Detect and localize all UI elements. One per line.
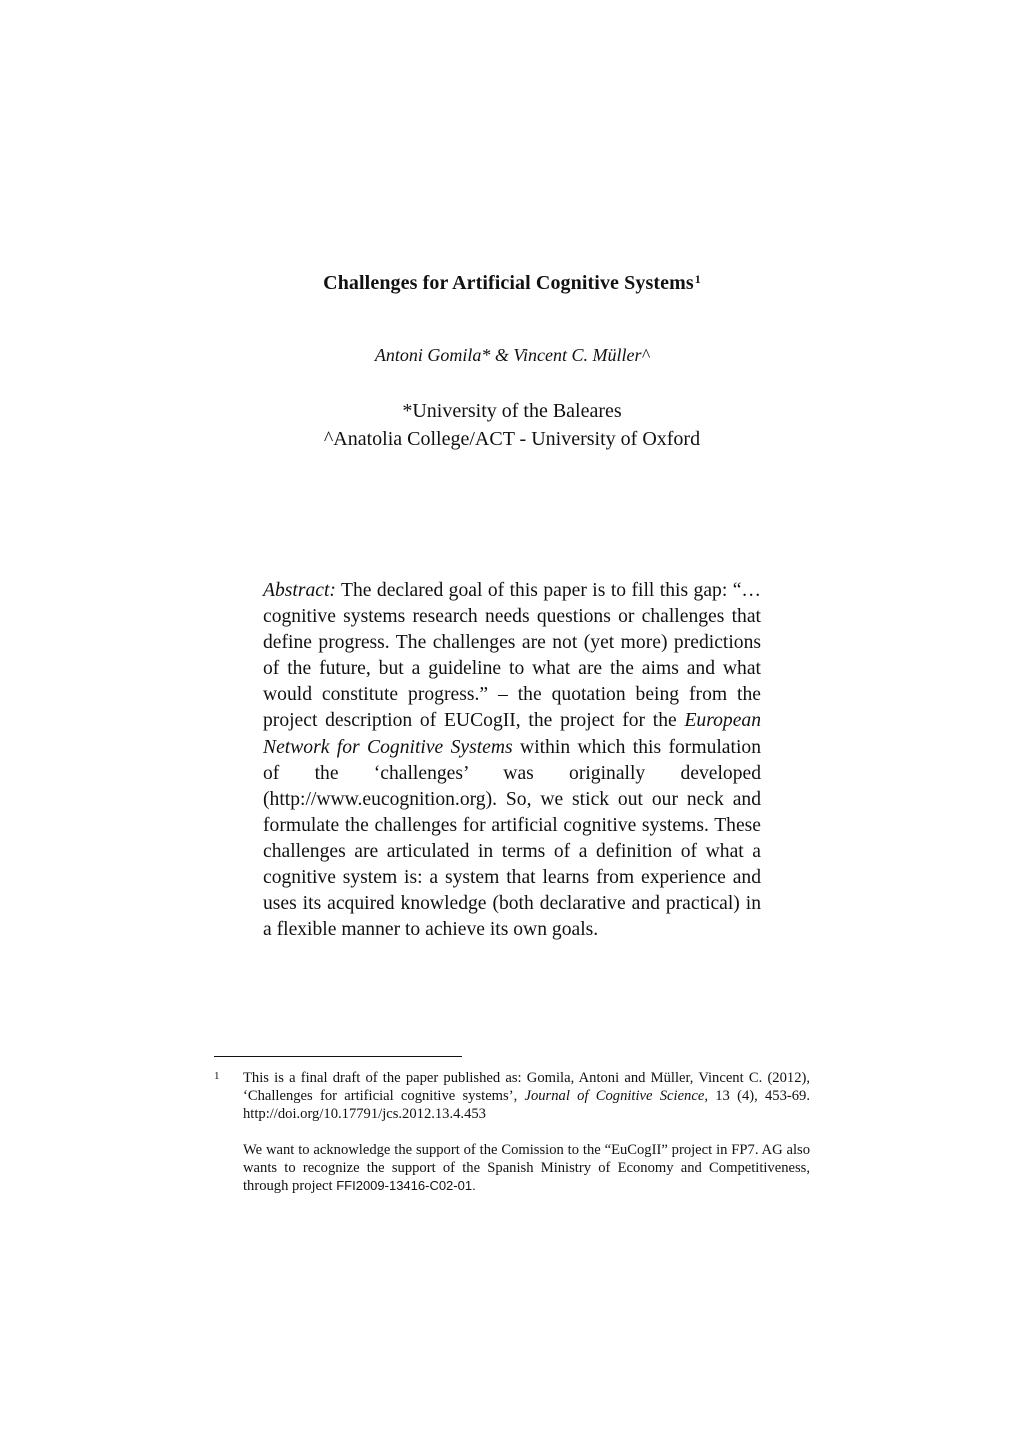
abstract-label: Abstract: [263, 580, 336, 601]
affiliation-anatolia-oxford: ^Anatolia College/ACT - University of Oxford [323, 428, 701, 450]
footnote-p2-text: We want to acknowledge the support of the Comission to the “EuCogII” project in FP7. AG also wants to recognize the support of the Spanish Ministry of Economy and Competitiveness, through project [243, 1142, 810, 1194]
footnote-acknowledgement [243, 1141, 810, 1195]
footnote-p1-part-1: This is a final draft of the paper published as: Gomila, Antoni and Müller, Vincent C. (2012), ‘Challenges for artificial cognitive systems’, [243, 1070, 810, 1104]
abstract-text-part-1: The declared goal of this paper is to fill this gap: “… cognitive systems research needs questions or challenges that define progress. The challenges are not (yet more) predictions of the future, but a guideline to what are the aims and what would constitute progress.” – the quotation being from the project description of EUCogII, the project for the [263, 580, 761, 732]
footnote-project-code: FFI2009-13416-C02-01. [336, 1178, 476, 1193]
abstract-paragraph [263, 578, 761, 943]
paper-title [0, 272, 1024, 295]
abstract-text-part-2: within which this formulation of the ‘challenges’ was originally developed (http://www.eucognition.org). So, we stick out our neck and formulate the challenges for artificial cognitive systems. These challenges are articulated in terms of a definition of what a cognitive system is: a system that learns from experience and uses its acquired knowledge (both declarative and practical) in a flexible manner to achieve its own goals. [263, 736, 761, 941]
footnote-p1-part-2: 13 (4), 453-69. http://doi.org/10.17791/jcs.2012.13.4.453 [243, 1088, 810, 1122]
footnote-journal-name: Journal of Cognitive Science, [524, 1088, 708, 1104]
paper-title-text: Challenges for Artificial Cognitive Systems [323, 272, 694, 294]
author-line: Antoni Gomila* & Vincent C. Müller^ [374, 345, 650, 365]
footnote-divider [214, 1056, 462, 1057]
footnote-mark: 1 [214, 1070, 220, 1082]
affiliation-baleares: *University of the Baleares [402, 400, 622, 422]
abstract-network-name: European Network for Cognitive Systems [263, 710, 761, 758]
footnote-publication-note [243, 1069, 810, 1123]
title-footnote-mark[interactable]: 1 [694, 272, 701, 286]
